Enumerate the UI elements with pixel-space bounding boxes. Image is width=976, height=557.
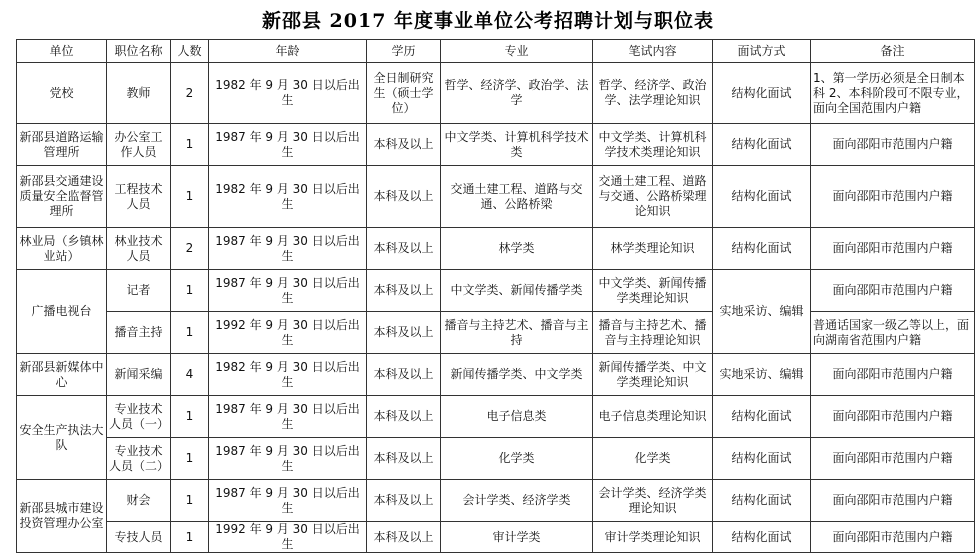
table-row [17, 124, 975, 166]
table-row [17, 166, 975, 228]
cell-interview: 结构化面试 [713, 124, 811, 166]
cell-count: 1 [171, 312, 209, 354]
cell-unit: 广播电视台 [17, 270, 107, 354]
cell-position: 林业技术人员 [107, 228, 171, 270]
cell-age: 1987 年 9 月 30 日以后出生 [209, 396, 367, 438]
cell-position: 工程技术人员 [107, 166, 171, 228]
cell-position: 记者 [107, 270, 171, 312]
table-row [17, 438, 975, 480]
cell-unit: 新邵县城市建设投资管理办公室 [17, 480, 107, 553]
cell-unit: 新邵县新媒体中心 [17, 354, 107, 396]
cell-remarks: 面向邵阳市范围内户籍 [811, 228, 975, 270]
col-header-unit: 单位 [17, 40, 107, 63]
cell-interview: 实地采访、编辑 [713, 270, 811, 354]
col-header-position: 职位名称 [107, 40, 171, 63]
cell-remarks: 1、第一学历必须是全日制本科 2、本科阶段可不限专业，面向全国范围内户籍 [811, 63, 975, 124]
page-title: 新邵县 2017 年度事业单位公考招聘计划与职位表 [261, 10, 715, 32]
cell-written: 中文学类、新闻传播学类理论知识 [593, 270, 713, 312]
cell-major: 林学类 [441, 228, 593, 270]
cell-written: 林学类理论知识 [593, 228, 713, 270]
cell-interview: 结构化面试 [713, 166, 811, 228]
cell-education: 本科及以上 [367, 354, 441, 396]
cell-unit: 林业局（乡镇林业站） [17, 228, 107, 270]
cell-written: 播音与主持艺术、播音与主持理论知识 [593, 312, 713, 354]
cell-age: 1987 年 9 月 30 日以后出生 [209, 438, 367, 480]
cell-position: 专业技术人员（二） [107, 438, 171, 480]
cell-major: 化学类 [441, 438, 593, 480]
cell-count: 1 [171, 438, 209, 480]
cell-interview: 结构化面试 [713, 522, 811, 553]
cell-major: 审计学类 [441, 522, 593, 553]
col-header-written: 笔试内容 [593, 40, 713, 63]
col-header-education: 学历 [367, 40, 441, 63]
cell-age: 1992 年 9 月 30 日以后出生 [209, 312, 367, 354]
cell-major: 交通土建工程、道路与交通、公路桥梁 [441, 166, 593, 228]
header-row [17, 40, 975, 63]
cell-major: 中文学类、计算机科学技术类 [441, 124, 593, 166]
cell-remarks: 面向邵阳市范围内户籍 [811, 396, 975, 438]
cell-count: 1 [171, 522, 209, 553]
cell-remarks: 面向邵阳市范围内户籍 [811, 166, 975, 228]
cell-written: 化学类 [593, 438, 713, 480]
cell-count: 2 [171, 228, 209, 270]
cell-education: 本科及以上 [367, 124, 441, 166]
cell-position: 播音主持 [107, 312, 171, 354]
cell-interview: 结构化面试 [713, 63, 811, 124]
cell-age: 1982 年 9 月 30 日以后出生 [209, 63, 367, 124]
cell-major: 播音与主持艺术、播音与主持 [441, 312, 593, 354]
table-row [17, 396, 975, 438]
cell-count: 2 [171, 63, 209, 124]
cell-education: 全日制研究生（硕士学位） [367, 63, 441, 124]
cell-age: 1987 年 9 月 30 日以后出生 [209, 124, 367, 166]
cell-position: 专业技术人员（一） [107, 396, 171, 438]
cell-age: 1987 年 9 月 30 日以后出生 [209, 228, 367, 270]
cell-age: 1987 年 9 月 30 日以后出生 [209, 480, 367, 522]
cell-age: 1992 年 9 月 30 日以后出生 [209, 522, 367, 553]
cell-major: 中文学类、新闻传播学类 [441, 270, 593, 312]
cell-written: 电子信息类理论知识 [593, 396, 713, 438]
cell-age: 1982 年 9 月 30 日以后出生 [209, 354, 367, 396]
cell-education: 本科及以上 [367, 522, 441, 553]
cell-count: 4 [171, 354, 209, 396]
cell-major: 电子信息类 [441, 396, 593, 438]
cell-age: 1987 年 9 月 30 日以后出生 [209, 270, 367, 312]
col-header-remarks: 备注 [811, 40, 975, 63]
table-row [17, 480, 975, 522]
cell-interview: 结构化面试 [713, 228, 811, 270]
cell-unit: 新邵县道路运输管理所 [17, 124, 107, 166]
cell-education: 本科及以上 [367, 438, 441, 480]
cell-position: 新闻采编 [107, 354, 171, 396]
cell-unit: 党校 [17, 63, 107, 124]
cell-unit: 新邵县交通建设质量安全监督管理所 [17, 166, 107, 228]
cell-major: 哲学、经济学、政治学、法学 [441, 63, 593, 124]
cell-written: 哲学、经济学、政治学、法学理论知识 [593, 63, 713, 124]
cell-education: 本科及以上 [367, 166, 441, 228]
recruitment-table [16, 39, 975, 553]
cell-remarks: 面向邵阳市范围内户籍 [811, 354, 975, 396]
cell-education: 本科及以上 [367, 270, 441, 312]
cell-interview: 结构化面试 [713, 396, 811, 438]
cell-major: 会计学类、经济学类 [441, 480, 593, 522]
cell-count: 1 [171, 124, 209, 166]
table-row [17, 228, 975, 270]
table-row [17, 354, 975, 396]
col-header-age: 年龄 [209, 40, 367, 63]
cell-position: 财会 [107, 480, 171, 522]
cell-remarks: 普通话国家一级乙等以上，面向湖南省范围内户籍 [811, 312, 975, 354]
cell-position: 教师 [107, 63, 171, 124]
cell-remarks: 面向邵阳市范围内户籍 [811, 270, 975, 312]
cell-position: 专技人员 [107, 522, 171, 553]
cell-interview: 结构化面试 [713, 438, 811, 480]
cell-remarks: 面向邵阳市范围内户籍 [811, 438, 975, 480]
cell-education: 本科及以上 [367, 228, 441, 270]
col-header-interview: 面试方式 [713, 40, 811, 63]
cell-written: 新闻传播学类、中文学类理论知识 [593, 354, 713, 396]
cell-count: 1 [171, 166, 209, 228]
cell-count: 1 [171, 270, 209, 312]
cell-education: 本科及以上 [367, 480, 441, 522]
cell-remarks: 面向邵阳市范围内户籍 [811, 522, 975, 553]
table-row [17, 312, 975, 354]
cell-interview: 结构化面试 [713, 480, 811, 522]
cell-major: 新闻传播学类、中文学类 [441, 354, 593, 396]
col-header-major: 专业 [441, 40, 593, 63]
cell-written: 中文学类、计算机科学技术类理论知识 [593, 124, 713, 166]
cell-unit: 安全生产执法大队 [17, 396, 107, 480]
cell-written: 交通土建工程、道路与交通、公路桥梁理论知识 [593, 166, 713, 228]
cell-written: 会计学类、经济学类理论知识 [593, 480, 713, 522]
cell-education: 本科及以上 [367, 396, 441, 438]
cell-age: 1982 年 9 月 30 日以后出生 [209, 166, 367, 228]
cell-position: 办公室工作人员 [107, 124, 171, 166]
cell-written: 审计学类理论知识 [593, 522, 713, 553]
cell-count: 1 [171, 396, 209, 438]
table-row [17, 522, 975, 553]
cell-interview: 实地采访、编辑 [713, 354, 811, 396]
table-row [17, 63, 975, 124]
cell-education: 本科及以上 [367, 312, 441, 354]
cell-remarks: 面向邵阳市范围内户籍 [811, 480, 975, 522]
cell-count: 1 [171, 480, 209, 522]
cell-remarks: 面向邵阳市范围内户籍 [811, 124, 975, 166]
table-row [17, 270, 975, 312]
col-header-count: 人数 [171, 40, 209, 63]
